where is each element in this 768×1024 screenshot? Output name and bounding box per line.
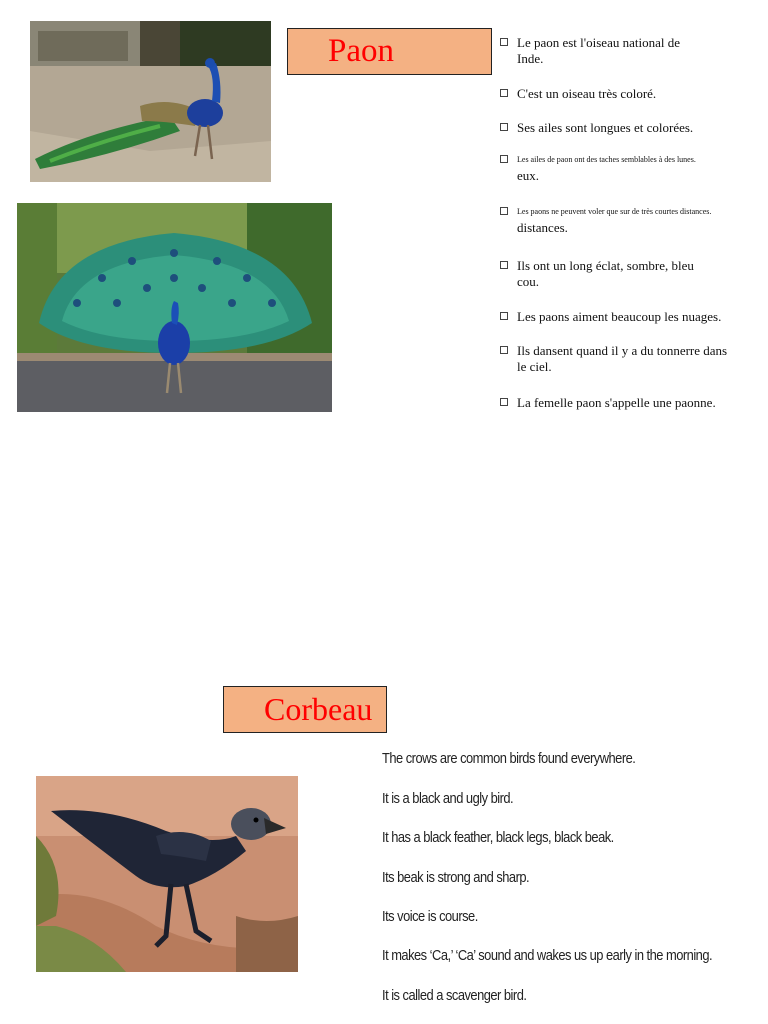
checkbox-icon xyxy=(500,346,508,354)
list-item: It is a black and ugly bird. xyxy=(382,790,514,807)
list-item: It has a black feather, black legs, black beak. xyxy=(382,829,614,846)
list-item: C'est un oiseau très coloré. xyxy=(500,86,768,102)
list-item: Les paons aiment beaucoup les nuages. xyxy=(500,309,768,325)
list-item: Ils ont un long éclat, sombre, bleu cou. xyxy=(500,258,768,290)
checkbox-icon xyxy=(500,312,508,320)
list-item: Its beak is strong and sharp. xyxy=(382,869,530,886)
list-item: It is called a scavenger bird. xyxy=(382,987,527,1004)
checkbox-icon xyxy=(500,155,508,163)
peacock-walking-photo xyxy=(30,21,271,182)
list-item: La femelle paon s'appelle une paonne. xyxy=(500,395,768,411)
list-item: Le paon est l'oiseau national de Inde. xyxy=(500,35,768,67)
list-item: Les ailes de paon ont des taches semblables à des lunes. eux. xyxy=(500,152,768,184)
list-item: Ses ailes sont longues et colorées. xyxy=(500,120,768,136)
list-item: The crows are common birds found everywhere. xyxy=(382,750,636,767)
list-item: It makes ‘Ca,’ ‘Ca’ sound and wakes us up early in the morning. xyxy=(382,947,713,964)
corbeau-title-text: Corbeau xyxy=(264,691,373,727)
corbeau-title xyxy=(223,686,387,733)
checkbox-icon xyxy=(500,398,508,406)
checkbox-icon xyxy=(500,123,508,131)
paon-title xyxy=(287,28,492,75)
checkbox-icon xyxy=(500,89,508,97)
paon-title-text: Paon xyxy=(328,33,394,69)
list-item: Les paons ne peuvent voler que sur de très courtes distances. distances. xyxy=(500,204,768,236)
checkbox-icon xyxy=(500,207,508,215)
list-item: Its voice is course. xyxy=(382,908,478,925)
checkbox-icon xyxy=(500,38,508,46)
list-item: Ils dansent quand il y a du tonnerre dans le ciel. xyxy=(500,343,768,375)
crow-photo xyxy=(36,776,298,972)
peacock-display-photo xyxy=(17,203,332,412)
checkbox-icon xyxy=(500,261,508,269)
